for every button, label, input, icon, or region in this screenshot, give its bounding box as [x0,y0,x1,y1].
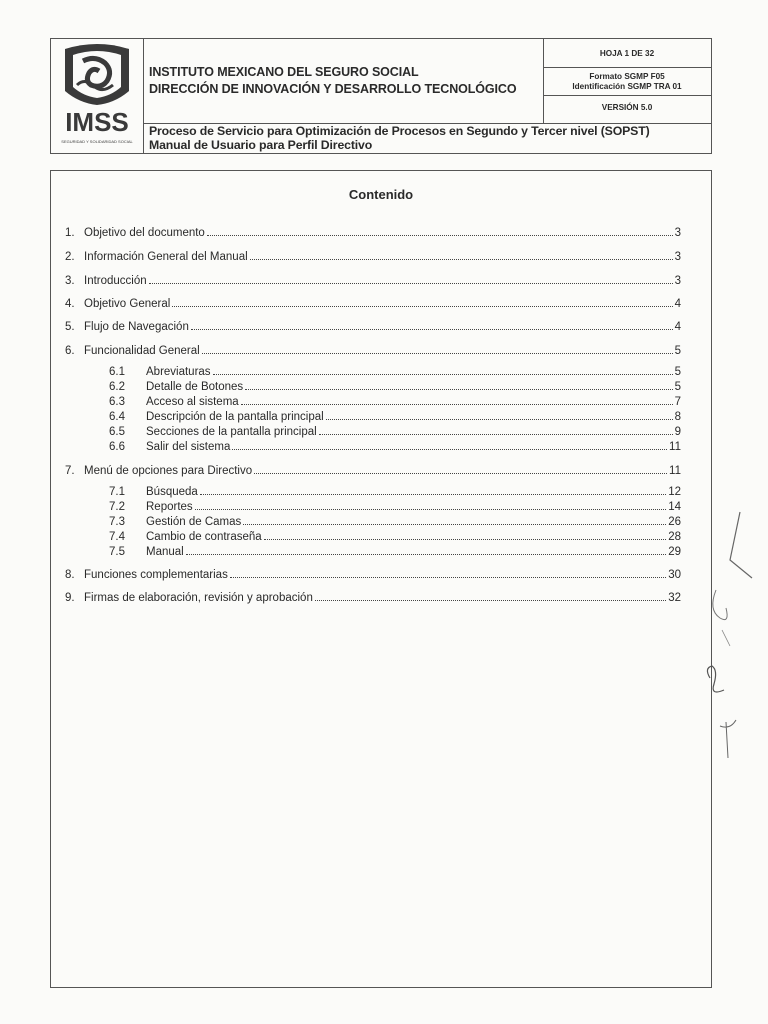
toc-entry-page: 29 [668,546,681,558]
toc-entry-number: 4. [65,298,75,310]
toc-entry-number: 9. [65,592,75,604]
toc-leader-dots [315,600,666,601]
toc-leader-dots [250,259,673,260]
toc-entry-page: 3 [674,275,681,287]
toc-entry-label: Abreviaturas [146,366,211,378]
toc-entry-label: Menú de opciones para Directivo [84,465,253,477]
toc-entry-label: Funciones complementarias [84,569,228,581]
toc-entry [109,546,681,558]
toc-entry-number: 6. [65,345,75,357]
toc-leader-dots [149,283,673,284]
toc-entry-number: 6.1 [109,366,125,378]
toc-entry [109,411,681,423]
toc-entry [65,345,681,357]
toc-entry [65,569,681,581]
toc-entry-page: 14 [668,501,681,513]
toc-entry-label: Flujo de Navegación [84,321,189,333]
toc-entry [65,227,681,239]
version-label: VERSIÓN 5.0 [601,103,653,112]
toc-entry [109,396,681,408]
toc-leader-dots [202,353,673,354]
toc-entry-number: 1. [65,227,75,239]
toc-leader-dots [213,374,673,375]
toc-entry-number: 7. [65,465,75,477]
toc-leader-dots [264,539,666,540]
toc-entry-label: Búsqueda [146,486,198,498]
institution-name: INSTITUTO MEXICANO DEL SEGURO SOCIAL [149,65,419,79]
toc-entry-label: Detalle de Botones [146,381,244,393]
toc-leader-dots [245,389,672,390]
sheet-number: HOJA 1 DE 32 [599,49,655,58]
handwritten-initials [700,500,760,780]
toc-leader-dots [230,577,666,578]
toc-entry-number: 6.3 [109,396,125,408]
toc-entry-label: Firmas de elaboración, revisión y aprobación [84,592,313,604]
toc-entry-number: 2. [65,251,75,263]
toc-entry-number: 7.4 [109,531,125,543]
toc-entry-page: 8 [674,411,681,423]
toc-entry-label: Secciones de la pantalla principal [146,426,317,438]
toc-entry-number: 6.6 [109,441,125,453]
toc-entry-number: 7.1 [109,486,125,498]
toc-entry [109,381,681,393]
toc-entry-page: 4 [674,321,681,333]
toc-leader-dots [326,419,673,420]
toc-leader-dots [172,306,672,307]
toc-leader-dots [254,473,667,474]
toc-entry-number: 7.2 [109,501,125,513]
process-title: Proceso de Servicio para Optimización de Procesos en Segundo y Tercer nivel (SOPST) [149,124,650,138]
toc-entry [65,298,681,310]
toc-entry-page: 3 [674,251,681,263]
toc-leader-dots [191,329,673,330]
toc-entry-label: Salir del sistema [146,441,231,453]
toc-entry-label: Gestión de Camas [146,516,242,528]
toc-entry [109,486,681,498]
toc-entry [65,251,681,263]
toc-leader-dots [207,235,673,236]
toc-entry-number: 7.3 [109,516,125,528]
toc-entry [109,501,681,513]
toc-entry [65,465,681,477]
toc-entry [109,441,681,453]
toc-entry-page: 11 [669,441,681,453]
toc-entry-page: 11 [669,465,681,477]
toc-entry-number: 5. [65,321,75,333]
toc-entry [109,366,681,378]
toc-leader-dots [232,449,667,450]
toc-entry-number: 6.2 [109,381,125,393]
toc-entry-page: 3 [674,227,681,239]
toc-entry-page: 30 [668,569,681,581]
toc-entry-number: 8. [65,569,75,581]
toc-entry-number: 6.5 [109,426,125,438]
toc-entry-page: 26 [668,516,681,528]
format-code: Formato SGMP F05 [589,72,665,81]
logo-subtext: SEGURIDAD Y SOLIDARIDAD SOCIAL [61,139,133,144]
toc-entry [65,275,681,287]
toc-entry-page: 5 [674,381,681,393]
process-cell [143,123,711,153]
identification-code: Identificación SGMP TRA 01 [572,82,682,91]
toc-entry-number: 7.5 [109,546,125,558]
toc-leader-dots [186,554,666,555]
toc-leader-dots [243,524,666,525]
document-meta-cell [543,39,711,124]
toc-entry-page: 7 [674,396,681,408]
logo-cell [51,39,144,153]
document-header [50,38,712,154]
toc-entry-number: 3. [65,275,75,287]
toc-entry-label: Manual [146,546,184,558]
toc-entry-label: Descripción de la pantalla principal [146,411,324,423]
toc-title: Contenido [348,187,414,202]
directorate-name: DIRECCIÓN DE INNOVACIÓN Y DESARROLLO TECNOLÓGICO [149,82,517,96]
toc-entry-number: 6.4 [109,411,125,423]
toc-entry [65,592,681,604]
toc-entry [65,321,681,333]
toc-entry-page: 4 [674,298,681,310]
toc-entry-page: 32 [668,592,681,604]
toc-entry-label: Introducción [84,275,147,287]
toc-entry-label: Reportes [146,501,193,513]
toc-entry-page: 12 [668,486,681,498]
toc-entry-label: Objetivo del documento [84,227,205,239]
toc-entry-page: 5 [674,345,681,357]
toc-entry-page: 5 [674,366,681,378]
table-of-contents [50,170,712,988]
toc-entry-label: Objetivo General [84,298,171,310]
toc-leader-dots [241,404,673,405]
toc-entry [109,516,681,528]
institution-cell [143,39,544,124]
toc-entry-page: 28 [668,531,681,543]
toc-leader-dots [319,434,673,435]
toc-entry-label: Cambio de contraseña [146,531,262,543]
toc-entry-label: Funcionalidad General [84,345,200,357]
imss-logo [55,41,139,149]
toc-leader-dots [200,494,666,495]
toc-entry [109,426,681,438]
toc-entry-label: Información General del Manual [84,251,248,263]
toc-entry [109,531,681,543]
manual-title: Manual de Usuario para Perfil Directivo [149,138,373,152]
toc-leader-dots [195,509,667,510]
toc-entry-page: 9 [674,426,681,438]
logo-wordmark: IMSS [65,107,129,137]
toc-entry-label: Acceso al sistema [146,396,239,408]
